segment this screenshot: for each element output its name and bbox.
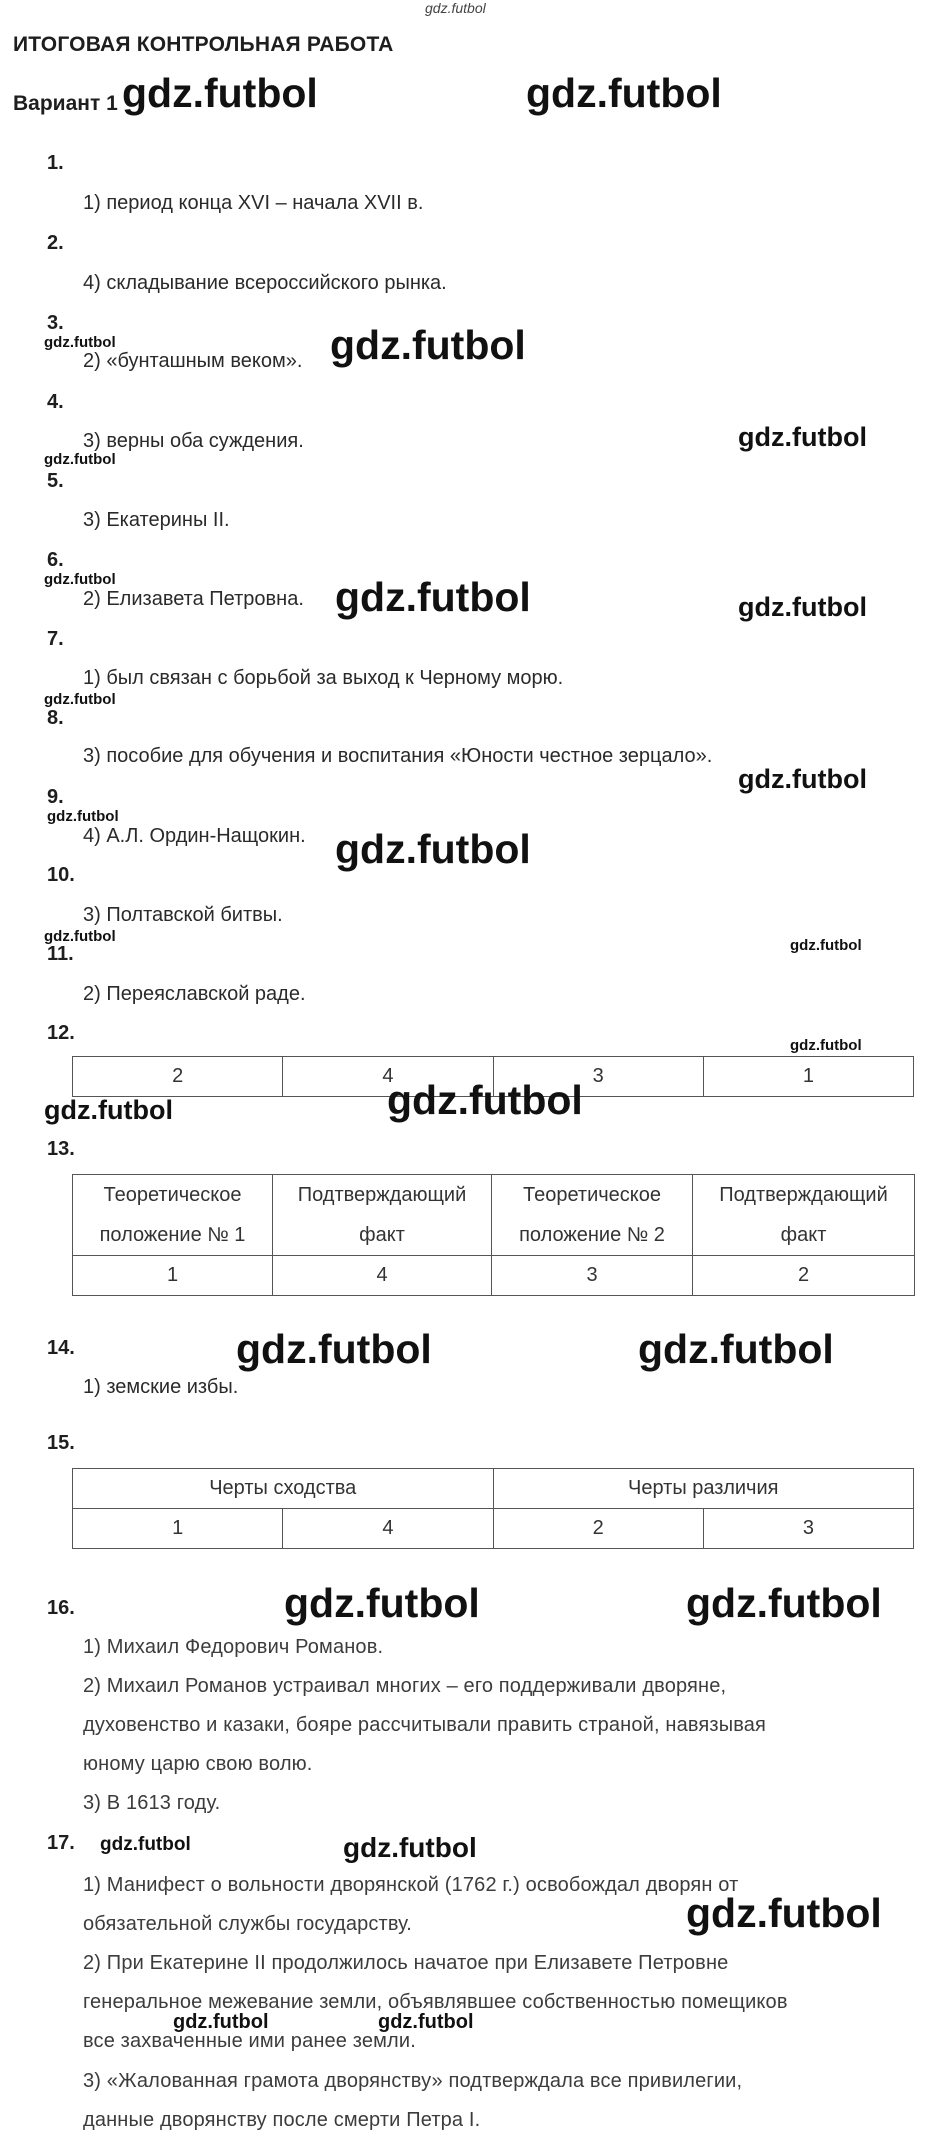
answer-text: 3) Полтавской битвы. — [83, 904, 283, 926]
watermark: gdz.futbol — [44, 928, 116, 945]
answer-text: 4) складывание всероссийского рынка. — [83, 272, 447, 294]
table-cell: 3 — [703, 1509, 913, 1549]
table-cell: 1 — [73, 1509, 283, 1549]
answer-line: 2) При Екатерине II продолжилось начатое при Елизавете Петровне — [83, 1952, 729, 1974]
table-q13 — [72, 1174, 915, 1296]
watermark: gdz.futbol — [738, 764, 867, 794]
table-cell: 4 — [273, 1256, 492, 1296]
question-number: 14. — [47, 1337, 75, 1359]
site-mark-top: gdz.futbol — [425, 0, 486, 16]
answer-text: 1) период конца XVI – начала XVII в. — [83, 192, 424, 214]
watermark: gdz.futbol — [790, 937, 862, 954]
watermark: gdz.futbol — [790, 1037, 862, 1054]
table-cell: 1 — [703, 1057, 913, 1097]
watermark: gdz.futbol — [44, 691, 116, 708]
table-header-cell: Теоретическое положение № 2 — [492, 1175, 693, 1256]
page-title: ИТОГОВАЯ КОНТРОЛЬНАЯ РАБОТА — [13, 33, 394, 56]
answer-line: юному царю свою волю. — [83, 1753, 313, 1775]
watermark: gdz.futbol — [44, 1095, 173, 1125]
watermark: gdz.futbol — [44, 334, 116, 351]
answer-text: 3) Екатерины II. — [83, 509, 230, 531]
answer-text: 4) А.Л. Ордин-Нащокин. — [83, 825, 306, 847]
watermark: gdz.futbol — [330, 322, 526, 368]
answer-line: 1) Манифест о вольности дворянской (1762 г.) освобождал дворян от — [83, 1874, 739, 1896]
question-number: 3. — [47, 312, 64, 334]
question-number: 16. — [47, 1597, 75, 1619]
watermark: gdz.futbol — [686, 1580, 882, 1626]
answer-text: 2) Елизавета Петровна. — [83, 588, 304, 610]
table-header-cell: Черты различия — [493, 1469, 914, 1509]
question-number: 4. — [47, 391, 64, 413]
answer-line: 3) «Жалованная грамота дворянству» подтверждала все привилегии, — [83, 2070, 743, 2092]
question-number: 12. — [47, 1022, 75, 1044]
variant-label: Вариант 1 — [13, 92, 118, 115]
watermark: gdz.futbol — [44, 571, 116, 588]
watermark: gdz.futbol — [284, 1580, 480, 1626]
watermark: gdz.futbol — [335, 574, 531, 620]
table-cell: 4 — [283, 1509, 493, 1549]
table-cell: 3 — [493, 1057, 703, 1097]
watermark: gdz.futbol — [335, 826, 531, 872]
question-number: 2. — [47, 232, 64, 254]
table-cell: 3 — [492, 1256, 693, 1296]
watermark: gdz.futbol — [236, 1326, 432, 1372]
watermark: gdz.futbol — [100, 1834, 191, 1855]
answer-text: 1) земские избы. — [83, 1376, 239, 1398]
answer-line: генеральное межевание земли, объявлявшее собственностью помещиков — [83, 1991, 788, 2013]
question-number: 7. — [47, 628, 64, 650]
question-number: 5. — [47, 470, 64, 492]
watermark: gdz.futbol — [738, 592, 867, 622]
table-q15 — [72, 1468, 914, 1549]
question-number: 13. — [47, 1138, 75, 1160]
answer-text: 2) «бунташным веком». — [83, 350, 303, 372]
watermark: gdz.futbol — [738, 422, 867, 452]
answer-text: 1) был связан с борьбой за выход к Черному морю. — [83, 667, 564, 689]
question-number: 1. — [47, 152, 64, 174]
question-number: 8. — [47, 707, 64, 729]
question-number: 11. — [47, 943, 74, 965]
table-header-cell: Подтверждающий факт — [693, 1175, 915, 1256]
question-number: 9. — [47, 786, 64, 808]
table-cell: 2 — [693, 1256, 915, 1296]
table-header-cell: Теоретическое положение № 1 — [73, 1175, 273, 1256]
answer-line: все захваченные ими ранее земли. — [83, 2030, 416, 2052]
question-number: 10. — [47, 864, 75, 886]
watermark: gdz.futbol — [378, 2011, 474, 2033]
question-number: 6. — [47, 549, 64, 571]
answer-line: 1) Михаил Федорович Романов. — [83, 1636, 384, 1658]
answer-line: 3) В 1613 году. — [83, 1792, 221, 1814]
answer-line: обязательной службы государству. — [83, 1913, 413, 1935]
table-cell: 1 — [73, 1256, 273, 1296]
watermark: gdz.futbol — [44, 451, 116, 468]
watermark: gdz.futbol — [47, 808, 119, 825]
answer-line: данные дворянству после смерти Петра I. — [83, 2109, 481, 2131]
table-header-cell: Подтверждающий факт — [273, 1175, 492, 1256]
watermark: gdz.futbol — [173, 2011, 269, 2033]
answer-text: 3) пособие для обучения и воспитания «Юности честное зерцало». — [83, 745, 713, 767]
table-cell: 2 — [493, 1509, 703, 1549]
table-cell: 2 — [73, 1057, 283, 1097]
watermark: gdz.futbol — [638, 1326, 834, 1372]
watermark: gdz.futbol — [122, 70, 318, 116]
question-number: 15. — [47, 1432, 75, 1454]
question-number: 17. — [47, 1832, 75, 1854]
watermark: gdz.futbol — [526, 70, 722, 116]
answer-line: духовенство и казаки, бояре рассчитывали править страной, навязывая — [83, 1714, 767, 1736]
answer-text: 3) верны оба суждения. — [83, 430, 304, 452]
watermark: gdz.futbol — [686, 1890, 882, 1936]
answer-text: 2) Переяславской раде. — [83, 983, 306, 1005]
watermark: gdz.futbol — [343, 1832, 477, 1863]
answer-line: 2) Михаил Романов устраивал многих – его поддерживали дворяне, — [83, 1675, 727, 1697]
table-cell: 4 — [283, 1057, 493, 1097]
watermark: gdz.futbol — [387, 1077, 583, 1123]
table-header-cell: Черты сходства — [73, 1469, 494, 1509]
